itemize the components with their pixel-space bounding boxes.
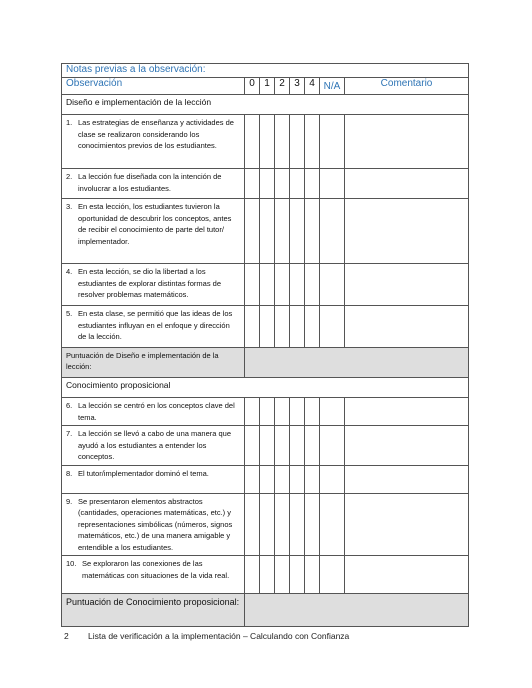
table-row <box>62 169 469 199</box>
table-row <box>62 398 469 426</box>
section-heading-propositional: Conocimiento proposicional <box>62 378 469 398</box>
comment-cell[interactable] <box>345 493 469 556</box>
page-number: 2 <box>64 631 69 641</box>
item-text: En esta clase, se permitió que las ideas de los estudiantes influyan en el enfoque y dirección de la lección. <box>78 309 233 341</box>
score-cell[interactable] <box>275 115 290 169</box>
item-number: 5. <box>66 309 73 318</box>
item-text: Las estrategias de enseñanza y actividades de clase se realizaron considerando los conocimientos previos de los estudiantes. <box>78 118 234 150</box>
score-cell[interactable] <box>245 115 260 169</box>
comment-cell[interactable] <box>345 264 469 306</box>
score-cell[interactable] <box>245 306 260 348</box>
na-cell[interactable] <box>320 115 345 169</box>
comment-cell[interactable] <box>345 306 469 348</box>
score-cell[interactable] <box>260 556 275 594</box>
score-cell[interactable] <box>260 169 275 199</box>
propositional-score-label: Puntuación de Conocimiento proposicional: <box>62 594 245 627</box>
item-number: 10. <box>66 559 77 568</box>
item-text: La lección se llevó a cabo de una manera que ayudó a los estudiantes a entender los conceptos. <box>78 429 232 461</box>
propositional-score-field[interactable] <box>245 594 469 627</box>
comment-cell[interactable] <box>345 398 469 426</box>
score-cell[interactable] <box>305 169 320 199</box>
item-number: 4. <box>66 267 73 276</box>
item-number: 7. <box>66 429 73 438</box>
design-score-field[interactable] <box>245 348 469 378</box>
score-cell[interactable] <box>245 556 260 594</box>
item-number: 2. <box>66 172 73 181</box>
score-cell[interactable] <box>305 493 320 556</box>
score-cell[interactable] <box>290 169 305 199</box>
score-cell[interactable] <box>275 426 290 466</box>
score-cell[interactable] <box>290 426 305 466</box>
score-cell[interactable] <box>305 556 320 594</box>
item-text: Se exploraron las conexiones de las matemáticas con situaciones de la vida real. <box>82 559 230 580</box>
score-cell[interactable] <box>290 398 305 426</box>
score-cell[interactable] <box>305 306 320 348</box>
na-cell[interactable] <box>320 306 345 348</box>
score-cell[interactable] <box>275 169 290 199</box>
score-cell[interactable] <box>305 465 320 493</box>
score-cell[interactable] <box>245 465 260 493</box>
score-cell[interactable] <box>275 199 290 264</box>
na-cell[interactable] <box>320 264 345 306</box>
comment-cell[interactable] <box>345 465 469 493</box>
score-cell[interactable] <box>245 426 260 466</box>
score-cell[interactable] <box>290 199 305 264</box>
design-score-label: Puntuación de Diseño e implementación de la lección: <box>62 348 245 378</box>
table-row <box>62 426 469 466</box>
table-row <box>62 493 469 556</box>
comment-cell[interactable] <box>345 169 469 199</box>
table-row <box>62 199 469 264</box>
score-cell[interactable] <box>260 264 275 306</box>
na-cell[interactable] <box>320 493 345 556</box>
score-cell[interactable] <box>290 115 305 169</box>
item-text: El tutor/implementador dominó el tema. <box>78 468 209 478</box>
item-text: En esta lección, los estudiantes tuvieron la oportunidad de descubrir los conceptos, antes de recibir el conocimiento de parte del tutor/ implementador. <box>78 202 232 246</box>
table-row <box>62 306 469 348</box>
na-cell[interactable] <box>320 426 345 466</box>
na-cell[interactable] <box>320 169 345 199</box>
table-row <box>62 115 469 169</box>
score-cell[interactable] <box>260 199 275 264</box>
comment-cell[interactable] <box>345 199 469 264</box>
item-text: Se presentaron elementos abstractos (cantidades, operaciones matemáticas, etc.) y representaciones simbólicas (números, signos matemáticos, etc.) de una manera amigable y entendible a los estudiantes. <box>78 496 233 552</box>
page-footer <box>64 631 349 641</box>
item-number: 8. <box>66 468 73 478</box>
table-row <box>62 556 469 594</box>
item-number: 3. <box>66 202 73 211</box>
score-cell[interactable] <box>245 169 260 199</box>
score-header-4: 4 <box>305 78 320 95</box>
score-cell[interactable] <box>260 493 275 556</box>
na-cell[interactable] <box>320 398 345 426</box>
score-cell[interactable] <box>245 493 260 556</box>
table-row <box>62 264 469 306</box>
score-cell[interactable] <box>260 426 275 466</box>
footer-text: Lista de verificación a la implementación – Calculando con Confianza <box>88 631 350 641</box>
comment-header: Comentario <box>345 78 469 95</box>
score-cell[interactable] <box>290 264 305 306</box>
score-cell[interactable] <box>260 465 275 493</box>
score-cell[interactable] <box>275 465 290 493</box>
score-cell[interactable] <box>260 115 275 169</box>
item-number: 6. <box>66 401 73 410</box>
observation-header: Observación <box>62 78 245 95</box>
comment-cell[interactable] <box>345 426 469 466</box>
pre-observation-notes-title: Notas previas a la observación: <box>62 64 469 78</box>
score-cell[interactable] <box>305 199 320 264</box>
score-cell[interactable] <box>275 556 290 594</box>
table-row <box>62 465 469 493</box>
item-number: 9. <box>66 496 73 506</box>
score-cell[interactable] <box>275 306 290 348</box>
item-text: La lección fue diseñada con la intención de involucrar a los estudiantes. <box>78 172 222 193</box>
score-cell[interactable] <box>290 556 305 594</box>
score-cell[interactable] <box>290 493 305 556</box>
score-cell[interactable] <box>275 493 290 556</box>
score-header-2: 2 <box>275 78 290 95</box>
item-text: En esta lección, se dio la libertad a los estudiantes de explorar distintas formas de resolver problemas matemáticos. <box>78 267 221 299</box>
score-cell[interactable] <box>305 264 320 306</box>
score-header-1: 1 <box>260 78 275 95</box>
score-cell[interactable] <box>245 199 260 264</box>
section-heading-design: Diseño e implementación de la lección <box>62 95 469 115</box>
item-text: La lección se centró en los conceptos clave del tema. <box>78 401 235 422</box>
comment-cell[interactable] <box>345 556 469 594</box>
na-cell[interactable] <box>320 556 345 594</box>
score-header-0: 0 <box>245 78 260 95</box>
na-cell[interactable] <box>320 199 345 264</box>
score-cell[interactable] <box>290 306 305 348</box>
score-cell[interactable] <box>275 264 290 306</box>
score-cell[interactable] <box>290 465 305 493</box>
comment-cell[interactable] <box>345 115 469 169</box>
score-cell[interactable] <box>245 264 260 306</box>
score-cell[interactable] <box>305 398 320 426</box>
item-number: 1. <box>66 118 73 127</box>
checklist-table <box>61 63 469 627</box>
score-cell[interactable] <box>245 398 260 426</box>
score-cell[interactable] <box>275 398 290 426</box>
score-cell[interactable] <box>260 398 275 426</box>
score-cell[interactable] <box>305 426 320 466</box>
score-header-3: 3 <box>290 78 305 95</box>
score-cell[interactable] <box>260 306 275 348</box>
na-cell[interactable] <box>320 465 345 493</box>
score-cell[interactable] <box>305 115 320 169</box>
na-header: N/A <box>320 78 345 95</box>
